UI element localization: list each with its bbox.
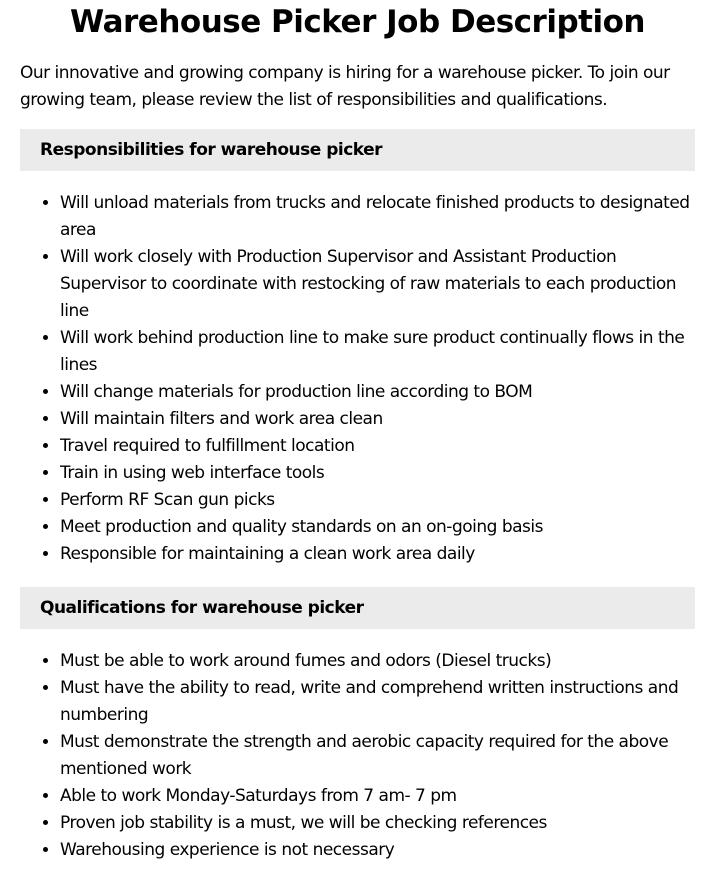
list-item: • Warehousing experience is not necessary <box>60 837 700 864</box>
list-item: • Will unload materials from trucks and relocate finished products to designated area <box>60 190 700 244</box>
list-item: • Travel required to fulfillment location <box>60 433 700 460</box>
list-item: • Will change materials for production line according to BOM <box>60 379 700 406</box>
list-item: • Meet production and quality standards on an on-going basis <box>60 514 700 541</box>
responsibilities-heading: Responsibilities for warehouse picker <box>20 129 695 171</box>
list-item: • Train in using web interface tools <box>60 460 700 487</box>
list-item: • Perform RF Scan gun picks <box>60 487 700 514</box>
intro-paragraph: Our innovative and growing company is hiring for a warehouse picker. To join our growing team, please review the list of responsibilities and qualifications. <box>20 63 670 110</box>
qualifications-heading: Qualifications for warehouse picker <box>20 587 695 629</box>
list-item: • Will work behind production line to make sure product continually flows in the lines <box>60 325 700 379</box>
list-item: • Must demonstrate the strength and aerobic capacity required for the above mentioned work <box>60 729 700 783</box>
page-title: Warehouse Picker Job Description <box>70 4 645 40</box>
list-item: • Will work closely with Production Supervisor and Assistant Production Supervisor to coordinate with restocking of raw materials to each production line <box>60 244 700 325</box>
qualifications-list <box>20 648 700 864</box>
list-item: • Able to work Monday-Saturdays from 7 am- 7 pm <box>60 783 700 810</box>
list-item: • Must have the ability to read, write and comprehend written instructions and numbering <box>60 675 700 729</box>
responsibilities-list <box>20 190 700 568</box>
list-item: • Must be able to work around fumes and odors (Diesel trucks) <box>60 648 700 675</box>
list-item: • Responsible for maintaining a clean work area daily <box>60 541 700 568</box>
list-item: • Will maintain filters and work area clean <box>60 406 700 433</box>
list-item: • Proven job stability is a must, we will be checking references <box>60 810 700 837</box>
